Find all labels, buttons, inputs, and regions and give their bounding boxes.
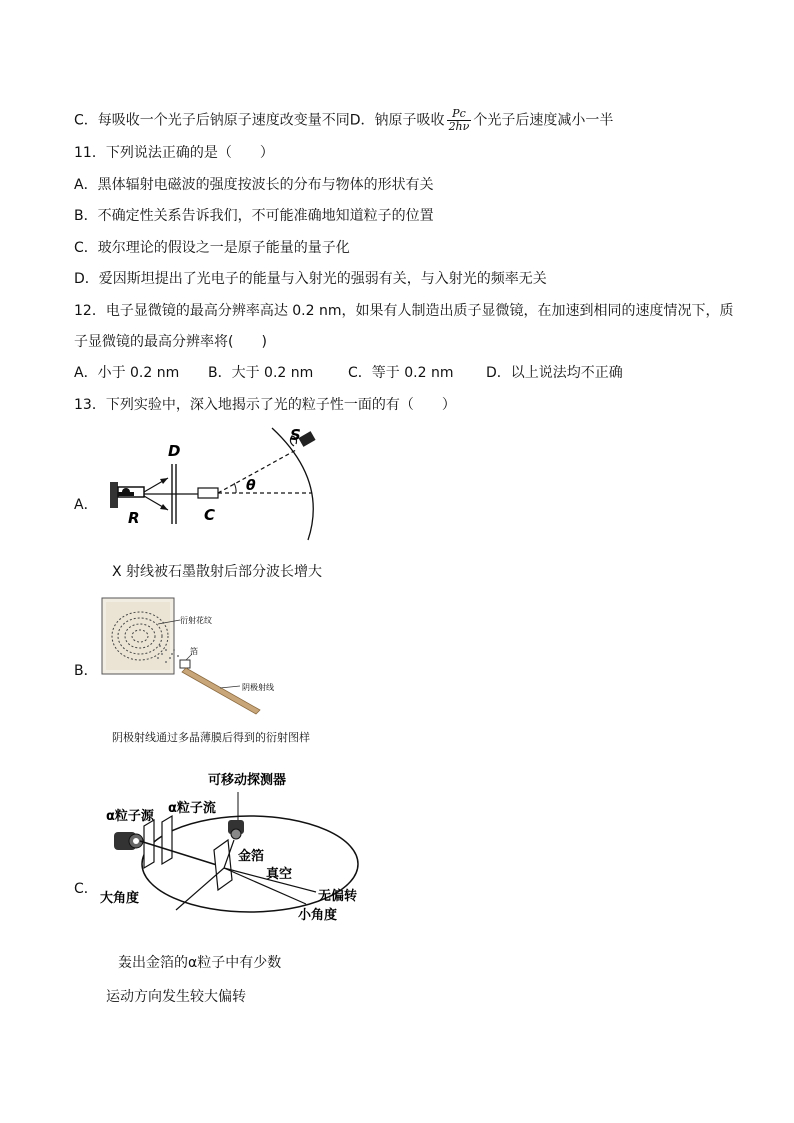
label-no-deflection: 无偏转 <box>318 889 358 904</box>
label-r: R <box>128 509 140 527</box>
label-diffraction-pattern: 衍射花纹 <box>180 616 212 625</box>
label-d: D <box>168 442 181 460</box>
fraction-numerator: Pc <box>447 108 472 121</box>
label-foil: 箔 <box>190 647 198 656</box>
q12-stem-line1: 12．电子显微镜的最高分辨率高达 0.2 nm，如果有人制造出质子显微镜，在加速到相同的速度情况下，质 <box>74 303 734 319</box>
q11-stem: 11．下列说法正确的是（ ） <box>74 145 274 161</box>
q13-option-b-label: B． <box>74 663 98 679</box>
label-cathode-ray: 阴极射线 <box>242 683 274 692</box>
q13-option-a-label: A． <box>74 497 98 513</box>
movable-detector <box>228 820 244 839</box>
fraction-denominator: 2hν <box>448 120 470 133</box>
label-vacuum: 真空 <box>266 867 293 882</box>
xray-tube-r <box>110 482 118 508</box>
alpha-source <box>114 832 143 850</box>
q13-option-a-caption: X 射线被石墨散射后部分波长增大 <box>112 564 323 580</box>
alpha-scattering-figure <box>100 762 370 922</box>
q13-option-b-caption: 阴极射线通过多晶薄膜后得到的衍射图样 <box>112 731 310 744</box>
label-c: C <box>204 506 216 524</box>
q13-option-c-caption-line2: 运动方向发生较大偏转 <box>106 989 246 1005</box>
label-movable-detector: 可移动探测器 <box>208 773 287 788</box>
q11-option-c: C．玻尔理论的假设之一是原子能量的量子化 <box>74 240 350 256</box>
q12-option-a: A．小于 0.2 nm <box>74 365 180 381</box>
compton-scattering-figure <box>100 420 340 550</box>
polycrystal-foil <box>180 660 190 668</box>
label-s: S <box>290 426 301 444</box>
label-alpha-stream: α粒子流 <box>168 801 216 816</box>
q10-option-d-prefix: D．钠原子吸收 <box>349 112 445 129</box>
q13-option-c-label: C． <box>74 881 98 897</box>
q12-option-d: D．以上说法均不正确 <box>486 365 623 381</box>
label-gold-foil: 金箔 <box>238 849 265 864</box>
q12-option-c: C．等于 0.2 nm <box>348 365 454 381</box>
label-theta: θ <box>246 478 256 494</box>
q13-stem: 13．下列实验中，深入地揭示了光的粒子性一面的有（ ） <box>74 397 456 413</box>
q11-option-b: B．不确定性关系告诉我们，不可能准确地知道粒子的位置 <box>74 208 434 224</box>
q10-option-c: C．每吸收一个光子后钠原子速度改变量不同 <box>74 112 350 129</box>
q11-option-a: A．黑体辐射电磁波的强度按波长的分布与物体的形状有关 <box>74 177 434 193</box>
q13-option-c-caption-line1: 轰出金箔的α粒子中有少数 <box>118 955 282 971</box>
cathode-ray-diffraction-figure <box>100 594 310 718</box>
q11-option-d: D．爱因斯坦提出了光电子的能量与入射光的强弱有关，与入射光的频率无关 <box>74 271 547 287</box>
q10-option-d-suffix: 个光子后速度减小一半 <box>473 112 614 129</box>
q12-stem-line2: 子显微镜的最高分辨率将( ) <box>74 334 267 350</box>
label-small-angle: 小角度 <box>298 908 338 922</box>
label-large-angle: 大角度 <box>100 891 140 906</box>
fraction-pc-over-2hv <box>447 108 472 133</box>
label-alpha-source: α粒子源 <box>106 809 154 824</box>
graphite-target-c <box>198 488 218 498</box>
q12-option-b: B．大于 0.2 nm <box>208 365 314 381</box>
q10-options-line <box>74 108 613 133</box>
